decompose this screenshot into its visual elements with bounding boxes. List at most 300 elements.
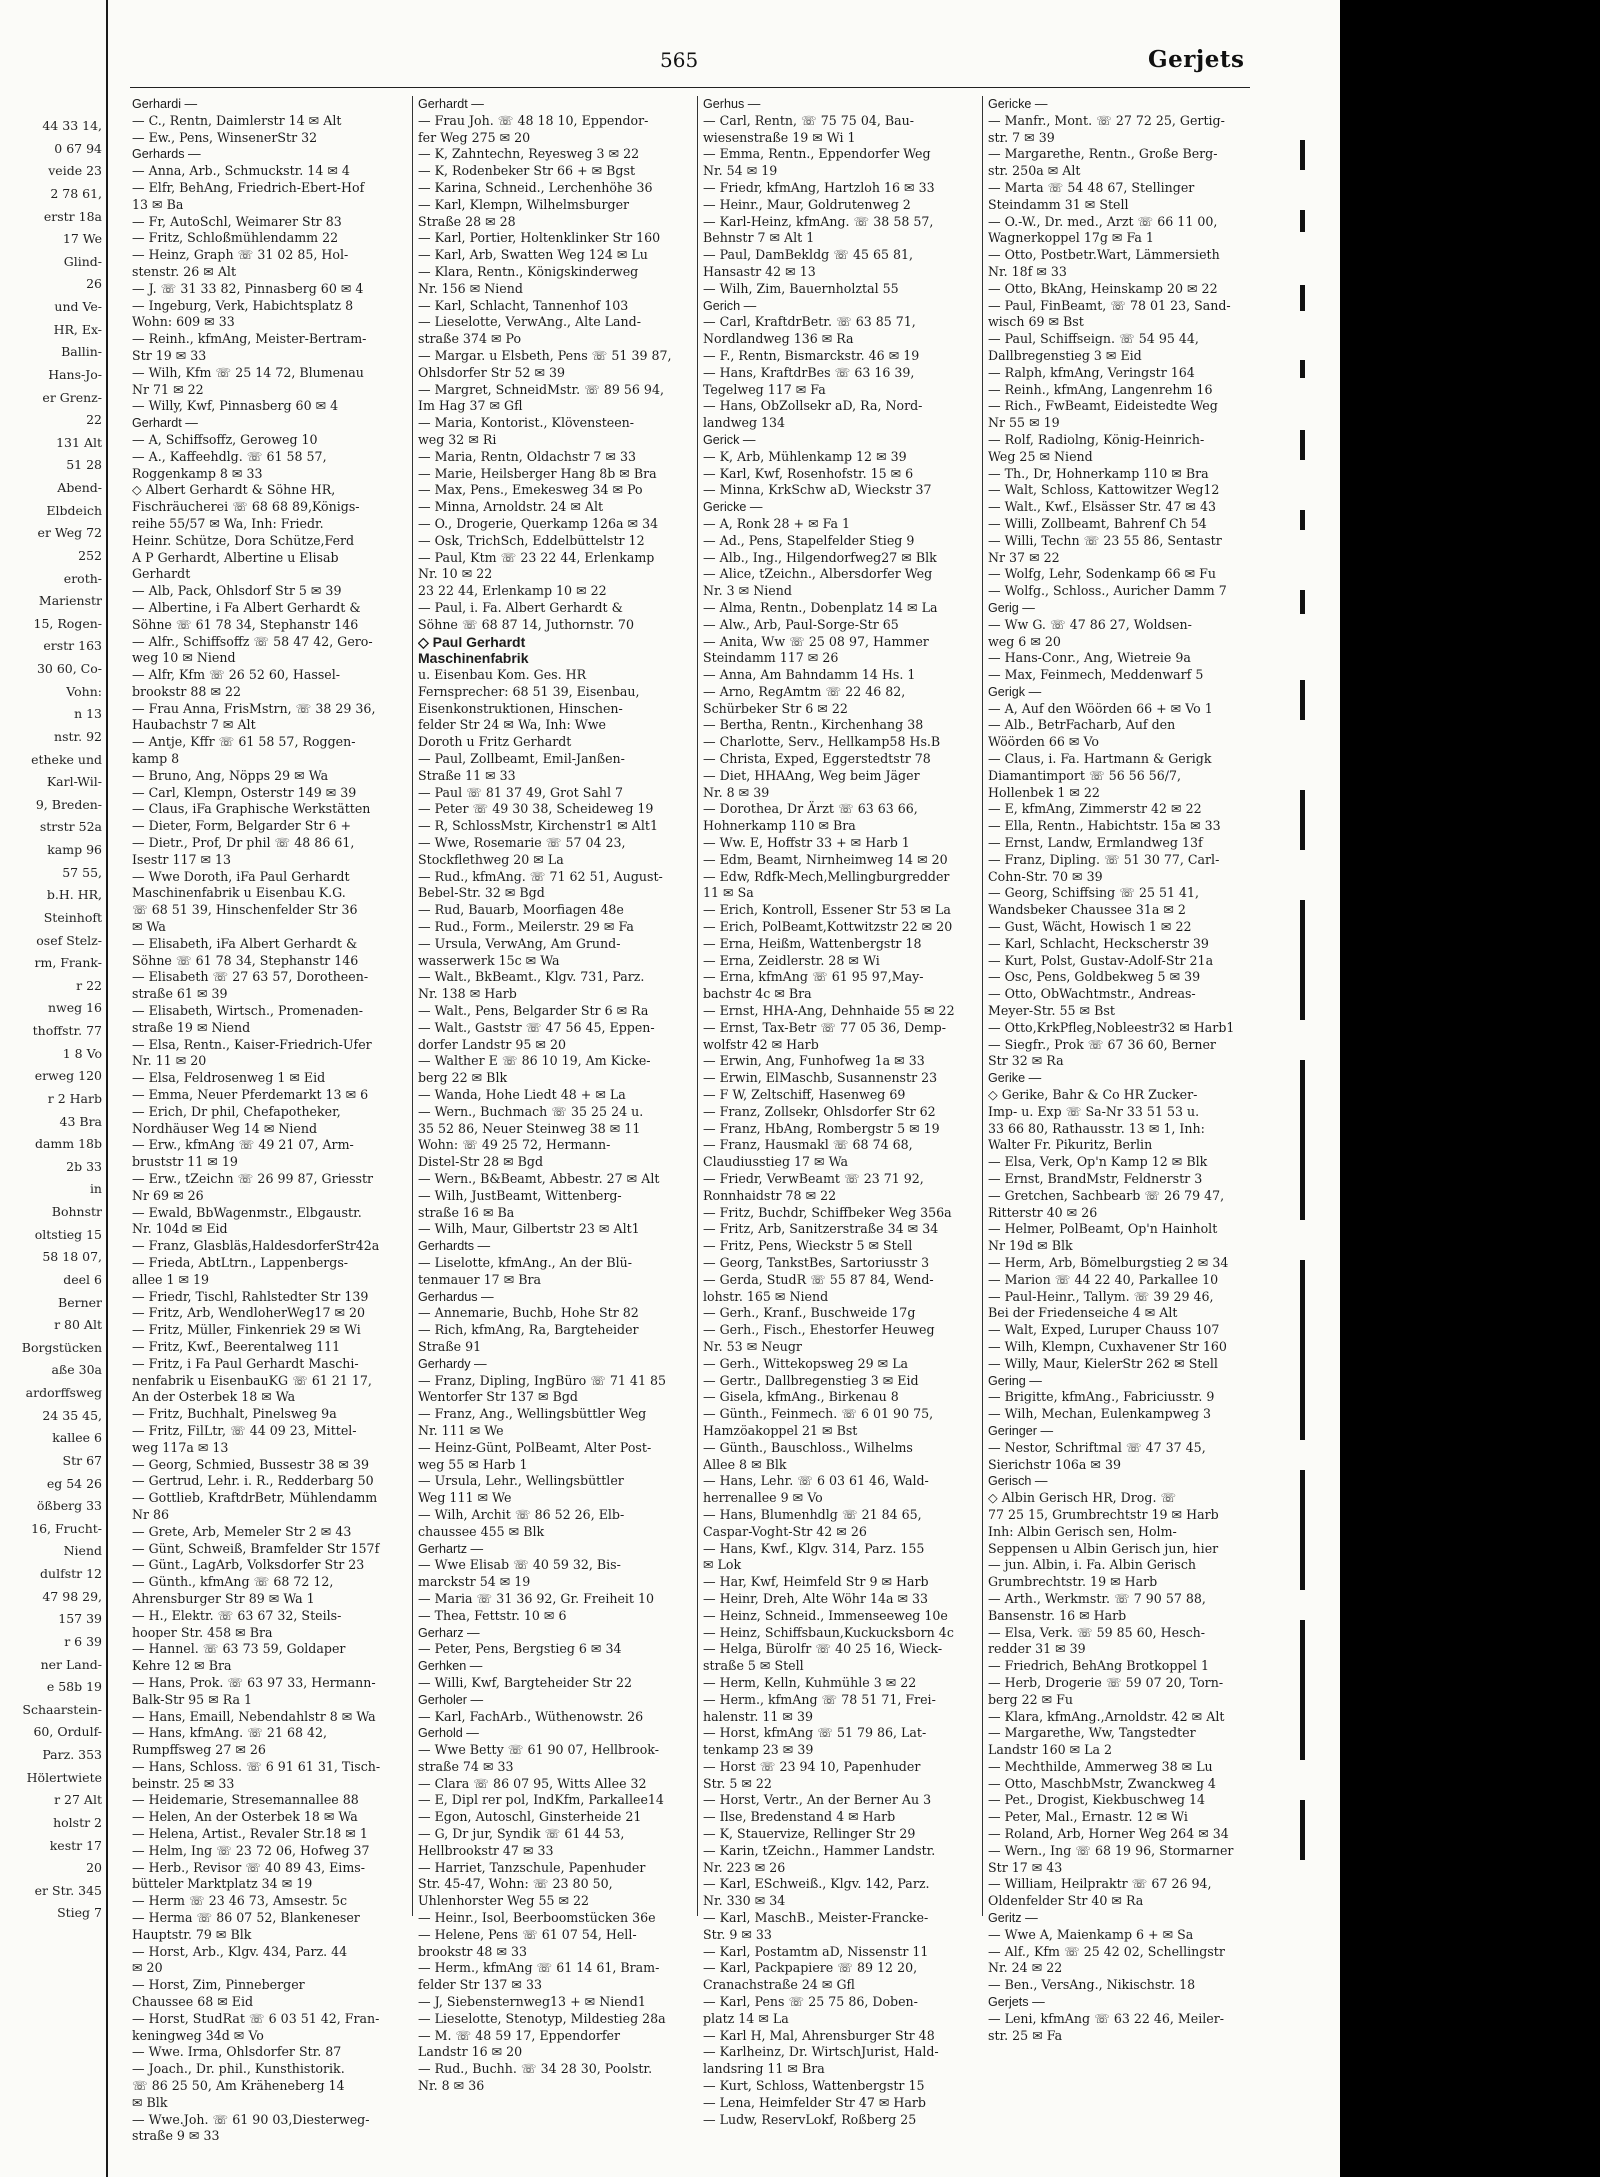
previous-page-fragment: ößberg 33: [36, 1498, 102, 1514]
previous-page-fragment: 44 33 14,: [42, 118, 102, 133]
previous-page-fragment: Karl-Wil-: [46, 774, 102, 790]
entry-line: — Karl, Postamtm aD, Nissenstr 11: [703, 1943, 929, 1959]
entry-line: — Diet, HHAAng, Weg beim Jäger: [703, 767, 920, 783]
entry-line: — E, Dipl rer pol, IndKfm, Parkallee14: [418, 1792, 664, 1808]
entry-line: — Th., Dr, Hohnerkamp 110 ✉ Bra: [988, 465, 1209, 481]
entry-line: Fernsprecher: 68 51 39, Eisenbau,: [418, 683, 640, 699]
entry-line: — Heinz-Günt, PolBeamt, Alter Post-: [418, 1439, 652, 1455]
entry-line: — Erna, kfmAng ☏ 61 95 97,May-: [703, 969, 924, 985]
entry-line: — Wolfg., Schloss., Auricher Damm 7: [988, 583, 1227, 599]
margin-mark: [1300, 680, 1305, 720]
entry-line: Nr. 8 ✉ 36: [418, 2078, 485, 2094]
entry-line: — Osc, Pens, Goldbekweg 5 ✉ 39: [988, 969, 1201, 985]
entry-line: — Lieselotte, VerwAng., Alte Land-: [418, 314, 641, 330]
entry-line: — Heinz, Graph ☏ 31 02 85, Hol-: [132, 247, 349, 263]
entry-line: — Hans, ObZollsekr aD, Ra, Nord-: [703, 398, 923, 414]
entry-line: Bei der Friedenseiche 4 ✉ Alt: [988, 1305, 1178, 1321]
entry-line: wiesenstraße 19 ✉ Wi 1: [703, 129, 856, 145]
previous-page-fragment: Steinhoft: [43, 909, 102, 925]
entry-line: — Klara, kfmAng.,Arnoldstr. 42 ✉ Alt: [988, 1708, 1225, 1724]
entry-line: Gerhards —: [132, 147, 201, 162]
entry-line: — Herb., Revisor ☏ 40 89 43, Eims-: [132, 1859, 365, 1875]
entry-line: — Ralph, kfmAng, Veringstr 164: [988, 364, 1195, 380]
entry-line: — Fritz, Buchdr, Schiffbeker Weg 356a: [703, 1204, 952, 1220]
entry-line: dorfer Landstr 95 ✉ 20: [418, 1036, 567, 1052]
column-1: [132, 96, 404, 2145]
entry-line: Nr 55 ✉ 19: [988, 415, 1060, 431]
entry-line: — Lieselotte, Stenotyp, Mildestieg 28a: [418, 2010, 666, 2026]
entry-line: — Edm, Beamt, Nirnheimweg 14 ✉ 20: [703, 851, 948, 867]
entry-line: — Fritz, Buchhalt, Pinelsweg 9a: [132, 1406, 337, 1422]
entry-line: — Elsa, Feldrosenweg 1 ✉ Eid: [132, 1070, 326, 1086]
entry-line: Diamantimport ☏ 56 56 56/7,: [988, 767, 1182, 783]
entry-line: landsring 11 ✉ Bra: [703, 2061, 825, 2077]
entry-line: platz 14 ✉ La: [703, 2010, 789, 2026]
entry-line: — Franz, Ang., Wellingsbüttler Weg: [418, 1406, 647, 1422]
entry-line: — Albertine, i Fa Albert Gerhardt &: [132, 599, 361, 615]
entry-line: Gerhken —: [418, 1659, 483, 1674]
entry-line: Hohnerkamp 110 ✉ Bra: [703, 818, 856, 834]
entry-line: — Marion ☏ 44 22 40, Parkallee 10: [988, 1271, 1219, 1287]
entry-line: — Otto, BkAng, Heinskamp 20 ✉ 22: [988, 280, 1218, 296]
entry-line: — Manfr., Mont. ☏ 27 72 25, Gertig-: [988, 112, 1225, 128]
entry-line: — Christa, Exped, Eggerstedtstr 78: [703, 751, 931, 767]
page-number: 565: [660, 48, 699, 72]
entry-line: — Har, Kwf, Heimfeld Str 9 ✉ Harb: [703, 1574, 929, 1590]
entry-line: Cranachstraße 24 ✉ Gfl: [703, 1977, 855, 1993]
entry-line: Nr. 104d ✉ Eid: [132, 1221, 228, 1237]
entry-line: — Hans, KraftdrBes ☏ 63 16 39,: [703, 364, 915, 380]
entry-line: redder 31 ✉ 39: [988, 1641, 1086, 1657]
entry-line: — Alb., BetrFacharb, Auf den: [988, 717, 1176, 733]
entry-line: Balk-Str 95 ✉ Ra 1: [132, 1691, 253, 1707]
entry-line: — Ben., VersAng., Nikischstr. 18: [988, 1977, 1196, 1993]
entry-line: Walter Fr. Pikuritz, Berlin: [988, 1137, 1153, 1153]
entry-line: Kehre 12 ✉ Bra: [132, 1658, 232, 1674]
right-margin-marks: [1300, 0, 1340, 2177]
entry-line: — Gust, Wächt, Howisch 1 ✉ 22: [988, 919, 1192, 935]
margin-mark: [1300, 430, 1305, 460]
entry-line: — Fritz, Arb, Sanitzerstraße 34 ✉ 34: [703, 1221, 939, 1237]
column-2: [418, 96, 690, 2095]
entry-line: 77 25 15, Grumbrechtstr 19 ✉ Harb: [988, 1506, 1219, 1522]
entry-line: Distel-Str 28 ✉ Bgd: [418, 1154, 544, 1170]
entry-line: — Karl, Portier, Holtenklinker Str 160: [418, 230, 661, 246]
previous-page-fragment: 157 39: [58, 1611, 102, 1627]
entry-line: — Herm, Arb, Bömelburgstieg 2 ✉ 34: [988, 1254, 1229, 1270]
entry-line: — Wwe.Joh. ☏ 61 90 03,Diesterweg-: [132, 2111, 370, 2127]
entry-line: — Walt., BkBeamt., Klgv. 731, Parz.: [418, 969, 645, 985]
margin-mark: [1300, 1800, 1305, 1860]
entry-line: nenfabrik u EisenbauKG ☏ 61 21 17,: [132, 1372, 372, 1388]
entry-line: Gerhartz —: [418, 1541, 484, 1556]
entry-line: — Arth., Werkmstr. ☏ 7 90 57 88,: [988, 1590, 1206, 1606]
entry-line: — Paul, FinBeamt, ☏ 78 01 23, Sand-: [988, 297, 1231, 313]
entry-line: Nr. 138 ✉ Harb: [418, 986, 517, 1002]
entry-line: — Siegfr., Prok ☏ 67 36 60, Berner: [988, 1036, 1216, 1052]
entry-line: — Wilh, Zim, Bauernholztal 55: [703, 280, 899, 296]
entry-line: — A, Ronk 28 + ✉ Fa 1: [703, 515, 851, 531]
entry-line: — Otto, ObWachtmstr., Andreas-: [988, 986, 1196, 1002]
previous-page-fragment: 0 67 94: [54, 140, 102, 156]
entry-line: — Wwe A, Maienkamp 6 + ✉ Sa: [988, 1926, 1194, 1942]
entry-line: — Ad., Pens, Stapelfelder Stieg 9: [703, 532, 915, 548]
entry-line: Behnstr 7 ✉ Alt 1: [703, 230, 815, 246]
entry-line: — Karina, Schneid., Lerchenhöhe 36: [418, 179, 653, 195]
previous-page-fragment: thoffstr. 77: [32, 1023, 102, 1038]
entry-line: — Horst, Zim, Pinneberger: [132, 1977, 305, 1993]
entry-line: ☏ 68 51 39, Hinschenfelder Str 36: [132, 902, 358, 918]
entry-line: Nr. 223 ✉ 26: [703, 1859, 786, 1875]
previous-page-fragment: 26: [86, 276, 102, 292]
entry-line: Imp- u. Exp ☏ Sa-Nr 33 51 53 u.: [988, 1103, 1200, 1119]
entry-line: — Rud., Buchh. ☏ 34 28 30, Poolstr.: [418, 2061, 653, 2077]
entry-line: Gerharz —: [418, 1625, 480, 1640]
entry-line: Nr 71 ✉ 22: [132, 381, 204, 397]
entry-line: — Peter, Pens, Bergstieg 6 ✉ 34: [418, 1641, 622, 1657]
entry-line: Wohn: ☏ 49 25 72, Hermann-: [418, 1137, 611, 1153]
entry-line: Nr. 18f ✉ 33: [988, 263, 1067, 279]
entry-line: weg 32 ✉ Ri: [418, 431, 497, 447]
entry-line: Hamzöakoppel 21 ✉ Bst: [703, 1422, 858, 1438]
entry-line: — Gerh., Wittekopsweg 29 ✉ La: [703, 1355, 909, 1371]
entry-line: Nr. 11 ✉ 20: [132, 1053, 207, 1069]
entry-line: Str 17 ✉ 43: [988, 1859, 1063, 1875]
entry-line: — Ewald, BbWagenmstr., Elbgaustr.: [132, 1204, 362, 1220]
entry-line: Maschinenfabrik: [418, 650, 529, 667]
entry-line: — Wanda, Hohe Liedt 48 + ✉ La: [418, 1087, 626, 1103]
entry-line: Hauptstr. 79 ✉ Blk: [132, 1926, 252, 1942]
entry-line: Gerhardus —: [418, 1289, 494, 1304]
entry-line: — M. ☏ 48 59 17, Eppendorfer: [418, 2027, 621, 2043]
entry-line: — Herm ☏ 23 46 73, Amsestr. 5c: [132, 1893, 348, 1909]
previous-page-fragment: er Weg 72: [37, 525, 102, 541]
entry-line: — Wwe, Rosemarie ☏ 57 04 23,: [418, 835, 626, 851]
entry-line: — Otto,KrkPfleg,Nobleestr32 ✉ Harb1: [988, 1019, 1235, 1035]
previous-page-fragment: 2b 33: [66, 1158, 102, 1174]
entry-line: — Willy, Maur, KielerStr 262 ✉ Stell: [988, 1355, 1218, 1371]
previous-page-fragment: 30 60, Co-: [36, 661, 102, 676]
entry-line: ◇ Paul Gerhardt: [418, 633, 526, 650]
entry-line: — Alfr, Kfm ☏ 26 52 60, Hassel-: [132, 667, 341, 683]
previous-page-fragment: etheke und: [31, 751, 102, 767]
entry-line: — K, Rodenbeker Str 66 + ✉ Bgst: [418, 163, 636, 179]
previous-page-fragment: 24 35 45,: [42, 1407, 102, 1423]
entry-line: — Frau Anna, FrisMstrn, ☏ 38 29 36,: [132, 700, 376, 716]
entry-line: Gericke —: [703, 500, 763, 515]
entry-line: Gering —: [988, 1373, 1042, 1388]
previous-page-fragment: eroth-: [63, 570, 102, 586]
entry-line: Doroth u Fritz Gerhardt: [418, 734, 572, 750]
entry-line: — Helen, An der Osterbek 18 ✉ Wa: [132, 1809, 358, 1825]
previous-page-fragment: nstr. 92: [54, 728, 102, 744]
entry-line: — Karlheinz, Dr. WirtschJurist, Hald-: [703, 2044, 939, 2060]
entry-line: Gerig —: [988, 600, 1035, 615]
entry-line: — Paul, i. Fa. Albert Gerhardt &: [418, 599, 623, 615]
entry-line: — Rolf, Radiolng, König-Heinrich-: [988, 431, 1205, 447]
entry-line: Nr. 330 ✉ 34: [703, 1893, 786, 1909]
entry-line: — Osk, TrichSch, Eddelbüttelstr 12: [418, 532, 645, 548]
entry-line: — Alfr., Schiffsoffz ☏ 58 47 42, Gero-: [132, 633, 373, 649]
entry-line: — Dietr., Prof, Dr phil ☏ 48 86 61,: [132, 835, 355, 851]
previous-page-fragment: und Ve-: [54, 299, 102, 314]
entry-line: straße 374 ✉ Po: [418, 331, 522, 347]
entry-line: — Hans-Conr., Ang, Wietreie 9a: [988, 650, 1191, 666]
entry-line: — Alw., Arb, Paul-Sorge-Str 65: [703, 616, 899, 632]
entry-line: — F., Rentn, Bismarckstr. 46 ✉ 19: [703, 347, 920, 363]
entry-line: — Wwe. Irma, Ohlsdorfer Str. 87: [132, 2044, 342, 2060]
entry-line: — Paul, Zollbeamt, Emil-Janßen-: [418, 751, 625, 767]
entry-line: — C., Rentn, Daimlerstr 14 ✉ Alt: [132, 112, 342, 128]
entry-line: berg 22 ✉ Fu: [988, 1691, 1074, 1707]
entry-line: — Heinz, Schneid., Immenseeweg 10e: [703, 1607, 948, 1623]
entry-line: — Carl, KraftdrBetr. ☏ 63 85 71,: [703, 314, 916, 330]
entry-line: ✉ Lok: [703, 1557, 742, 1573]
entry-line: — Kurt, Schloss, Wattenbergstr 15: [703, 2078, 925, 2094]
entry-line: — Margar. u Elsbeth, Pens ☏ 51 39 87,: [418, 347, 672, 363]
entry-line: 13 ✉ Ba: [132, 196, 184, 212]
entry-line: — Paul, DamBekldg ☏ 45 65 81,: [703, 247, 914, 263]
entry-line: — Ew., Pens, WinsenerStr 32: [132, 129, 318, 145]
entry-line: — jun. Albin, i. Fa. Albin Gerisch: [988, 1557, 1197, 1573]
previous-page-fragment: ardorffsweg: [25, 1385, 102, 1400]
entry-line: Geritz —: [988, 1911, 1038, 1926]
entry-line: — Elisabeth ☏ 27 63 57, Dorotheen-: [132, 969, 369, 985]
previous-page-fragment: 51 28: [66, 457, 102, 473]
entry-line: Str. 45-47, Wohn: ☏ 23 80 50,: [418, 1876, 613, 1892]
entry-line: — Frieda, AbtLtrn., Lappenbergs-: [132, 1254, 349, 1270]
entry-line: straße 16 ✉ Ba: [418, 1204, 515, 1220]
entry-line: — Minna, KrkSchw aD, Wieckstr 37: [703, 482, 932, 498]
entry-line: Str. 5 ✉ 22: [703, 1775, 772, 1791]
entry-line: — Gerh., Kranf., Buschweide 17g: [703, 1305, 916, 1321]
entry-line: Str 32 ✉ Ra: [988, 1053, 1064, 1069]
entry-line: Gerhardy —: [418, 1356, 487, 1371]
entry-line: Ritterstr 40 ✉ 26: [988, 1204, 1098, 1220]
entry-line: — K, Stauervize, Rellinger Str 29: [703, 1826, 916, 1842]
entry-line: str. 250a ✉ Alt: [988, 163, 1081, 179]
entry-line: — Otto, MaschbMstr, Zwanckweg 4: [988, 1775, 1216, 1791]
entry-line: — Dorothea, Dr Ärzt ☏ 63 63 66,: [703, 801, 918, 817]
entry-line: bütteler Marktplatz 34 ✉ 19: [132, 1876, 313, 1892]
entry-line: — Wilh, Kfm ☏ 25 14 72, Blumenau: [132, 364, 364, 380]
previous-page-fragment: 58 18 07,: [42, 1249, 102, 1265]
previous-page-fragment: 16, Frucht-: [31, 1520, 102, 1536]
previous-page-fragment: 15, Rogen-: [33, 615, 102, 631]
previous-page-fragment: Bohnstr: [51, 1204, 102, 1219]
previous-page-fragment: ner Land-: [40, 1656, 102, 1672]
margin-mark: [1300, 285, 1305, 311]
previous-page-fragment: 131 Alt: [56, 434, 102, 450]
entry-line: — Gretchen, Sachbearb ☏ 26 79 47,: [988, 1187, 1225, 1203]
previous-page-fragment: 9, Breden-: [35, 796, 102, 812]
previous-page-fragment: 47 98 29,: [42, 1588, 102, 1604]
entry-line: — Horst, kfmAng ☏ 51 79 86, Lat-: [703, 1725, 927, 1741]
entry-line: Cohn-Str. 70 ✉ 39: [988, 868, 1103, 884]
entry-line: — Paul, Schiffseign. ☏ 54 95 44,: [988, 331, 1199, 347]
entry-line: — Karl, Klempn, Wilhelmsburger: [418, 196, 630, 212]
entry-line: Söhne ☏ 61 78 34, Stephanstr 146: [132, 616, 359, 632]
entry-line: Im Hag 37 ✉ Gfl: [418, 398, 523, 414]
entry-line: — A, Auf den Wöörden 66 + ✉ Vo 1: [988, 700, 1213, 716]
margin-mark: [1300, 1470, 1305, 1590]
entry-line: — Ww G. ☏ 47 86 27, Woldsen-: [988, 616, 1192, 632]
entry-line: — Alf., Kfm ☏ 25 42 02, Schellingstr: [988, 1943, 1225, 1959]
entry-line: Straße 91: [418, 1338, 482, 1354]
entry-line: — Günth., Bauschloss., Wilhelms: [703, 1439, 913, 1455]
previous-page-fragment: r 2 Harb: [47, 1090, 102, 1106]
entry-line: — Wilh, Mechan, Eulenkampweg 3: [988, 1406, 1211, 1422]
entry-line: — K, Arb, Mühlenkamp 12 ✉ 39: [703, 448, 907, 464]
entry-line: A P Gerhardt, Albertine u Elisab: [132, 549, 339, 565]
entry-line: Nordhäuser Weg 14 ✉ Niend: [132, 1120, 318, 1136]
entry-line: — Klara, Rentn., Königskinderweg: [418, 263, 639, 279]
previous-page-fragment: Ballin-: [61, 344, 102, 360]
entry-line: Wohn: 609 ✉ 33: [132, 314, 235, 330]
previous-page-strip: [0, 0, 108, 2177]
entry-line: — Horst ☏ 23 94 10, Papenhuder: [703, 1758, 921, 1774]
entry-line: — Georg, TankstBes, Sartoriusstr 3: [703, 1254, 930, 1270]
entry-line: — Fritz, Pens, Wieckstr 5 ✉ Stell: [703, 1238, 913, 1254]
entry-line: — K, Zahntechn, Reyesweg 3 ✉ 22: [418, 146, 640, 162]
entry-line: — Edw, Rdfk-Mech,Mellingburgredder: [703, 868, 950, 884]
entry-line: Nr. 54 ✉ 19: [703, 163, 778, 179]
entry-line: — Charlotte, Serv., Hellkamp58 Hs.B: [703, 734, 941, 750]
entry-line: berg 22 ✉ Blk: [418, 1070, 508, 1086]
entry-line: felder Str 137 ✉ 33: [418, 1977, 543, 1993]
previous-page-fragment: nweg 16: [47, 1000, 102, 1016]
previous-page-fragment: kallee 6: [52, 1430, 102, 1446]
previous-page-fragment: r 27 Alt: [54, 1792, 102, 1808]
entry-line: Isestr 117 ✉ 13: [132, 851, 232, 867]
entry-line: — Fritz, Schloßmühlendamm 22: [132, 230, 339, 246]
entry-line: — Ludw, ReservLokf, Roßberg 25: [703, 2111, 917, 2127]
entry-line: — Anna, Am Bahndamm 14 Hs. 1: [703, 667, 916, 683]
entry-line: — Walt., Kwf., Elsässer Str. 47 ✉ 43: [988, 499, 1216, 515]
entry-line: — Annemarie, Buchb, Hohe Str 82: [418, 1305, 639, 1321]
margin-mark: [1300, 510, 1305, 530]
entry-line: Grumbrechtstr. 19 ✉ Harb: [988, 1574, 1158, 1590]
entry-line: — Paul, Ktm ☏ 23 22 44, Erlenkamp: [418, 549, 655, 565]
margin-mark: [1300, 790, 1305, 850]
entry-line: Weg 25 ✉ Niend: [988, 448, 1093, 464]
entry-line: — Lena, Heimfelder Str 47 ✉ Harb: [703, 2094, 926, 2110]
entry-line: Str 19 ✉ 33: [132, 347, 207, 363]
entry-line: — Helena, Artist., Revaler Str.18 ✉ 1: [132, 1826, 368, 1842]
entry-line: — Ernst, Tax-Betr ☏ 77 05 36, Demp-: [703, 1019, 946, 1035]
entry-line: beinstr. 25 ✉ 33: [132, 1775, 235, 1791]
entry-line: — Carl, Klempn, Osterstr 149 ✉ 39: [132, 784, 357, 800]
previous-page-fragment: kestr 17: [49, 1837, 102, 1853]
entry-line: — Frau Joh. ☏ 48 18 10, Eppendor-: [418, 112, 649, 128]
entry-line: — Maria ☏ 31 36 92, Gr. Freiheit 10: [418, 1590, 655, 1606]
entry-line: — Franz, Dipling, IngBüro ☏ 71 41 85: [418, 1372, 666, 1388]
entry-line: Nordlandweg 136 ✉ Ra: [703, 331, 854, 347]
entry-line: Nr. 111 ✉ We: [418, 1422, 504, 1438]
entry-line: Maschinenfabrik u Eisenbau K.G.: [132, 885, 346, 901]
entry-line: — Margarethe, Rentn., Große Berg-: [988, 146, 1218, 162]
entry-line: Gerhardt: [132, 566, 191, 582]
entry-line: — Claus, iFa Graphische Werkstätten: [132, 801, 371, 817]
column-divider: [697, 96, 698, 1916]
entry-line: — Helene, Pens ☏ 61 07 54, Hell-: [418, 1926, 637, 1942]
margin-mark: [1300, 1260, 1305, 1440]
entry-line: — Peter ☏ 49 30 38, Scheideweg 19: [418, 801, 654, 817]
entry-line: bachstr 4c ✉ Bra: [703, 986, 812, 1002]
entry-line: — Herm., kfmAng ☏ 61 14 61, Bram-: [418, 1960, 660, 1976]
entry-line: — Helmer, PolBeamt, Op'n Hainholt: [988, 1221, 1218, 1237]
entry-line: — Leni, kfmAng ☏ 63 22 46, Meiler-: [988, 2010, 1225, 2026]
entry-line: — Karin, tZeichn., Hammer Landstr.: [703, 1842, 936, 1858]
entry-line: Seppensen u Albin Gerisch jun, hier: [988, 1540, 1219, 1556]
entry-line: — E, kfmAng, Zimmerstr 42 ✉ 22: [988, 801, 1202, 817]
entry-line: — Wern., Buchmach ☏ 35 25 24 u.: [418, 1103, 644, 1119]
entry-line: ✉ Wa: [132, 919, 166, 935]
entry-line: — Emma, Rentn., Eppendorfer Weg: [703, 146, 931, 162]
entry-line: marckstr 54 ✉ 19: [418, 1574, 531, 1590]
entry-line: straße 5 ✉ Stell: [703, 1658, 804, 1674]
entry-line: — Bertha, Rentn., Kirchenhang 38: [703, 717, 924, 733]
entry-line: Str. 9 ✉ 33: [703, 1926, 772, 1942]
entry-line: — Karl, Schlacht, Heckscherstr 39: [988, 935, 1209, 951]
previous-page-fragment: r 80 Alt: [54, 1317, 102, 1333]
entry-line: — F W, Zeltschiff, Hasenweg 69: [703, 1087, 906, 1103]
entry-line: — Fr, AutoSchl, Weimarer Str 83: [132, 213, 342, 229]
entry-line: — Erna, Zeidlerstr. 28 ✉ Wi: [703, 952, 880, 968]
previous-page-fragment: 60, Ordulf-: [33, 1724, 102, 1740]
entry-line: — Pet., Drogist, Kiekbuschweg 14: [988, 1792, 1205, 1808]
entry-line: weg 6 ✉ 20: [988, 633, 1061, 649]
previous-page-fragment: Vohn:: [66, 683, 102, 699]
entry-line: Tegelweg 117 ✉ Fa: [703, 381, 826, 397]
entry-line: Ronnhaidstr 78 ✉ 22: [703, 1187, 837, 1203]
entry-line: — Hannel. ☏ 63 73 59, Goldaper: [132, 1641, 346, 1657]
entry-line: Weg 111 ✉ We: [418, 1490, 512, 1506]
entry-line: — Walt., Gaststr ☏ 47 56 45, Eppen-: [418, 1019, 655, 1035]
entry-line: — Harriet, Tanzschule, Papenhuder: [418, 1859, 646, 1875]
entry-line: tenkamp 23 ✉ 39: [703, 1742, 814, 1758]
entry-line: — Karl-Heinz, kfmAng. ☏ 38 58 57,: [703, 213, 934, 229]
entry-line: Haubachstr 7 ✉ Alt: [132, 717, 256, 733]
entry-line: Landstr 16 ✉ 20: [418, 2044, 523, 2060]
entry-line: str. 25 ✉ Fa: [988, 2027, 1063, 2043]
entry-line: — Thea, Fettstr. 10 ✉ 6: [418, 1607, 567, 1623]
entry-line: tenmauer 17 ✉ Bra: [418, 1271, 542, 1287]
entry-line: — Karl, Packpapiere ☏ 89 12 20,: [703, 1960, 918, 1976]
entry-line: — Willi, Zollbeamt, Bahrenf Ch 54: [988, 515, 1207, 531]
previous-page-fragment: Marienstr: [38, 593, 102, 609]
entry-line: Straße 28 ✉ 28: [418, 213, 516, 229]
entry-line: — Otto, Postbetr.Wart, Lämmersieth: [988, 247, 1220, 263]
entry-line: — William, Heilpraktr ☏ 67 26 94,: [988, 1876, 1212, 1892]
entry-line: — Ella, Rentn., Habichtstr. 15a ✉ 33: [988, 818, 1221, 834]
entry-line: Wentorfer Str 137 ✉ Bgd: [418, 1389, 578, 1405]
entry-line: — Erna, Heißm, Wattenbergstr 18: [703, 935, 922, 951]
margin-mark: [1300, 1060, 1305, 1220]
entry-line: chaussee 455 ✉ Blk: [418, 1523, 545, 1539]
entry-line: Nr. 3 ✉ Niend: [703, 583, 792, 599]
entry-line: 23 22 44, Erlenkamp 10 ✉ 22: [418, 583, 607, 599]
entry-line: — Elsa, Verk. ☏ 59 85 60, Hesch-: [988, 1624, 1206, 1640]
entry-line: — Alice, tZeichn., Albersdorfer Weg: [703, 566, 933, 582]
entry-line: ◇ Albin Gerisch HR, Drog. ☏: [988, 1490, 1177, 1506]
entry-line: — Walt, Exped, Luruper Chauss 107: [988, 1322, 1220, 1338]
entry-line: kamp 8: [132, 751, 180, 767]
previous-page-fragment: 57 55,: [62, 864, 102, 880]
previous-page-fragment: Parz. 353: [42, 1747, 102, 1762]
entry-line: — Karl, FachArb., Wüthenowstr. 26: [418, 1708, 644, 1724]
entry-line: — Erw., tZeichn ☏ 26 99 87, Griesstr: [132, 1171, 374, 1186]
